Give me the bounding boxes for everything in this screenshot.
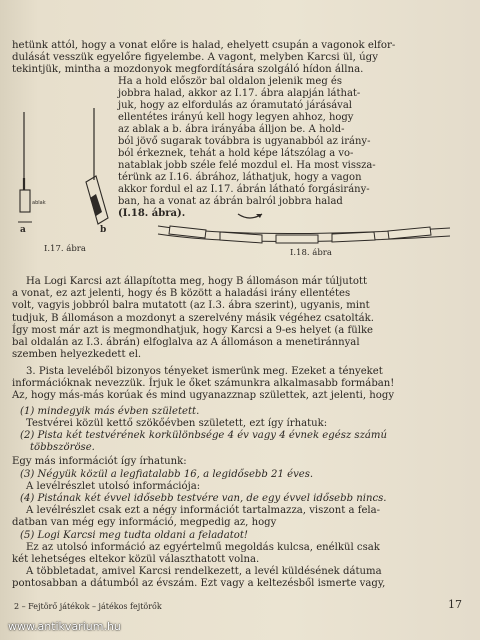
text-line: Az, hogy más-más korúak és mind ugyanazznap születtek, azt jelenti, hogy (12, 390, 395, 402)
info-item-3: (3) Négyük közül a legfiatalabb 16, a legidősebb 21 éves. (20, 468, 314, 480)
text-line: pontosabban a dátumból az évszám. Ezt vagy a keltezésből ismerte vagy, (12, 578, 386, 590)
text-line: datban van még egy információ, megpedig az, hogy (12, 517, 277, 529)
text-line: ellentétes irányú kell hogy legyen ahhoz, hogy (118, 112, 354, 123)
text-line: bal oldalán az I.3. ábrán) elfoglalva az A állomáson a menetiránnyal (12, 337, 360, 349)
text-line: két lehetséges eltekor közül választhatott volna. (12, 554, 260, 566)
side-paragraph (118, 76, 463, 220)
text-line: a vonat, ez azt jelenti, hogy és B között a haladási irány ellentétes (12, 288, 351, 300)
info-item-2: (2) Pista két testvérének korkülönbsége 4 év vagy 4 évnek egész számú (20, 430, 387, 442)
text-line: jobbra halad, akkor az I.17. ábra alapján láthat- (118, 88, 361, 99)
text-line: natablak jobb széle felé mozdul el. Ha most vissza- (118, 160, 376, 171)
text-line: hetünk attól, hogy a vonat előre is halad, ehelyett csupán a vagonok elfor- (12, 40, 396, 51)
text-line: A levélrészlet csak ezt a négy információt tartalmazza, viszont a fela- (26, 505, 381, 517)
page-number: 17 (448, 598, 462, 611)
text-line: tudjuk, B állomáson a mozdonyt a szerelvény másik végéhez csatolták. (12, 312, 374, 324)
text-line: információknak nevezzük. Írjuk le őket számunkra alkalmasabb formában! (12, 378, 395, 390)
text-line: akkor fordul el az I.17. ábrán látható forgásirány- (118, 184, 370, 195)
text-line: az ablak a b. ábra irányába álljon be. A hold- (118, 124, 345, 135)
figure-i18-caption: I.18. ábra (290, 248, 332, 258)
text-line: ban, ha a vonat az ábrán balról jobbra halad (118, 196, 343, 207)
text-line: ból jövő sugarak továbbra is ugyanabból az irány- (118, 136, 371, 147)
intro-paragraph (12, 40, 462, 76)
text-line: 3. Pista leveléből bizonyos tényeket ismerünk meg. Ezeket a tényeket (26, 366, 383, 377)
text-line: Ez az utolsó információ az egyértelmű megoldás kulcsa, enélkül csak (26, 541, 380, 553)
text-line: (I.18. ábra). (118, 208, 186, 219)
text-line: ból érkeznek, tehát a hold képe látszólag a vo- (118, 148, 354, 159)
text-line: A levélrészlet utolsó információja: (26, 480, 201, 492)
figure-i17 (10, 82, 110, 242)
label-ablak: ablak (32, 200, 46, 206)
text-line: Ha Logi Karcsi azt állapította meg, hogy B állomáson már túljutott (26, 276, 368, 287)
text-line: Egy más információt így írhatunk: (12, 456, 187, 468)
text-line: térünk az I.16. ábrához, láthatjuk, hogy a vagon (118, 172, 362, 183)
text-line: Testvérei közül kettő szökőévben született, ezt így írhatuk: (26, 417, 328, 429)
text-line: Így most már azt is megmondhatjuk, hogy Karcsi a 9-es helyet (a fülke (12, 324, 374, 336)
label-a: a (20, 225, 26, 235)
text-line: A többletadat, amivel Karcsi rendelkezett, a levél küldésének dátuma (26, 566, 382, 578)
text-line: Ha a hold először bal oldalon jelenik meg és (118, 76, 342, 87)
info-item-2-cont: többszöröse. (30, 442, 95, 454)
info-item-1: (1) mindegyik más évben született. (20, 405, 200, 417)
info-item-5: (5) Logi Karcsi meg tudta oldani a feladatot! (20, 529, 248, 541)
figure-i17-caption: I.17. ábra (44, 244, 86, 254)
page-footer: 2 – Fejtörő játékok – játékos fejtörők (14, 602, 162, 611)
text-line: volt, vagyis jobbról balra mutatott (az I.3. ábra szerint), ugyanis, mint (12, 300, 370, 312)
label-b: b (100, 225, 107, 235)
watermark: www.antikvarium.hu (8, 620, 121, 633)
text-line: juk, hogy az elfordulás az óramutató járásával (118, 100, 352, 111)
paragraph-2 (12, 276, 467, 361)
info-item-4: (4) Pistának két évvel idősebb testvére van, de egy évvel idősebb nincs. (20, 493, 387, 505)
figure-i18 (150, 206, 470, 246)
text-line: dulását vesszük egyelőre figyelembe. A vagont, melyben Karcsi ül, úgy (12, 52, 378, 64)
text-line: tekintjük, mintha a mozdonyok megfordítására szolgáló hídon állna. (12, 64, 364, 76)
text-line: szemben helyezkedett el. (12, 349, 142, 361)
paragraph-3 (12, 366, 467, 591)
